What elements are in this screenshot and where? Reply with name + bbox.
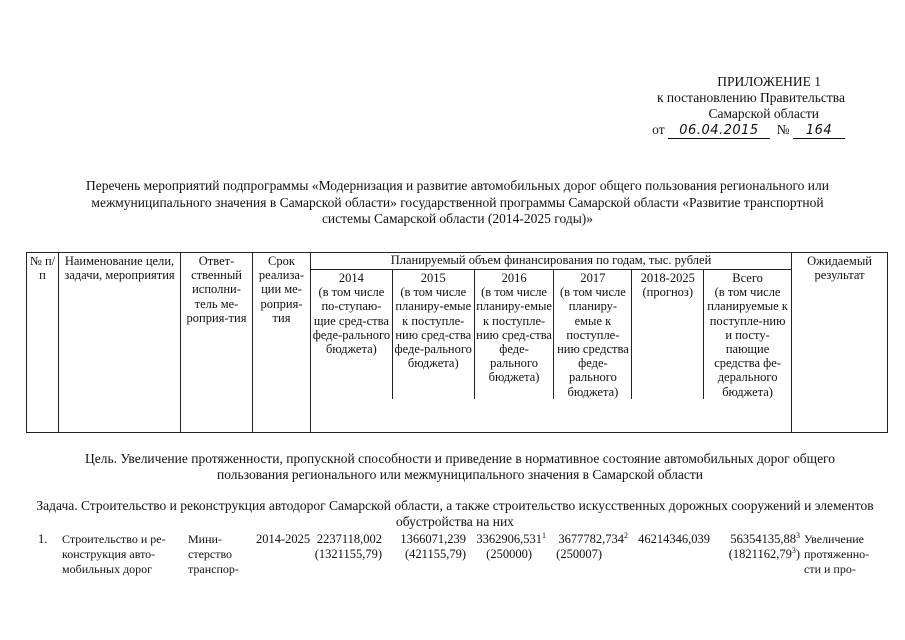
row-value-2014 xyxy=(312,532,382,562)
value-amount: 2237118,002 xyxy=(316,532,382,546)
value-federal: (1321155,79) xyxy=(314,547,382,561)
header-number: № п/п xyxy=(27,253,59,433)
footnote-mark: 2 xyxy=(624,530,628,540)
row-result: Увеличение протяженно-сти и про- xyxy=(804,532,870,576)
row-name: Строительство и ре-конструкция авто-мобильных дорог xyxy=(62,532,166,576)
value-federal: (1821162,79 xyxy=(728,547,792,561)
value-federal: (250007) xyxy=(556,547,602,561)
value-amount-line xyxy=(708,532,800,547)
header-executor: Ответ-ственный исполни-тель ме-роприя-тия xyxy=(181,253,253,433)
header-name: Наименование цели, задачи, мероприятия xyxy=(59,253,181,433)
appendix-line-3: Самарской области xyxy=(708,106,819,121)
year-note: (в том числе планиру-емые к поступле-нию средства феде-рального бюджета) xyxy=(557,285,629,399)
year-columns xyxy=(311,270,791,399)
appendix-date-line xyxy=(600,122,845,139)
header-result: Ожидаемый результат xyxy=(792,253,888,433)
year-note: (в том числе планиру-емые к поступле-нию сред-ства феде-рального бюджета) xyxy=(394,285,472,371)
value-federal: (250000) xyxy=(486,547,532,561)
year-note: (в том числе планируемые к поступле-нию и посту-пающие средства фе-дерального бюджета) xyxy=(707,285,788,399)
year-label: 2017 xyxy=(580,271,606,285)
footnote-mark: 3 xyxy=(791,545,796,555)
plan-table xyxy=(26,252,888,433)
handwritten-number: 164 xyxy=(793,124,845,139)
value-federal: (421155,79) xyxy=(405,547,466,561)
value-federal-line xyxy=(708,547,800,562)
handwritten-date: 06.04.2015 xyxy=(668,124,770,139)
row-value-2016 xyxy=(466,532,546,562)
row-value-total xyxy=(708,532,800,562)
year-2016-col xyxy=(475,270,555,399)
footnote-mark: 3 xyxy=(796,530,800,540)
year-total-col xyxy=(704,270,791,399)
header-term: Срок реализа-ции ме-роприя-тия xyxy=(253,253,311,433)
value-amount: 1366071,239 xyxy=(400,532,466,546)
row-executor: Мини-стерство транспор- xyxy=(188,532,239,576)
document-title: Перечень мероприятий подпрограммы «Модернизация и развитие автомобильных дорог общего пользования регионального или межмуниципального значения в Самарской области» государственной программы Самарской области «Развитие транспортной системы Самарской области (2014-2025 годы)» xyxy=(86,178,829,226)
number-label: № xyxy=(776,122,790,137)
header-finance xyxy=(311,253,792,433)
year-2015-col xyxy=(393,270,475,399)
year-2014-col xyxy=(311,270,393,399)
year-label: 2016 xyxy=(501,271,527,285)
value-federal-close: ) xyxy=(795,547,800,561)
year-label: 2015 xyxy=(420,271,446,285)
value-amount: 3362906,531 xyxy=(476,532,542,546)
footnote-mark: 1 xyxy=(542,530,546,540)
value-amount-line xyxy=(546,532,628,547)
year-label: 2014 xyxy=(338,271,364,285)
from-label: от xyxy=(652,122,665,137)
row-value-2017 xyxy=(546,532,628,562)
year-label: 2018-2025 xyxy=(640,271,695,285)
appendix-block xyxy=(600,74,845,139)
goal-text: Цель. Увеличение протяженности, пропускной способности и приведение в нормативное состояние автомобильных дорог общего пользования регионального или межмуниципального значения в Самарской области xyxy=(84,451,836,482)
value-amount: 56354135,88 xyxy=(730,532,796,546)
row-value-2015 xyxy=(384,532,466,562)
row-number: 1. xyxy=(38,532,48,546)
year-note: (в том числе по-ступаю-щие сред-ства феде-рального бюджета) xyxy=(312,285,391,357)
appendix-title: ПРИЛОЖЕНИЕ 1 xyxy=(717,74,821,89)
year-label: Всего xyxy=(732,271,763,285)
appendix-line-2: к постановлению Правительства xyxy=(656,90,845,105)
value-amount: 3677782,734 xyxy=(558,532,624,546)
year-2018-2025-col xyxy=(632,270,704,399)
year-2017-col xyxy=(554,270,632,399)
value-amount: 46214346,039 xyxy=(638,532,710,546)
row-term: 2014-2025 xyxy=(256,532,311,546)
finance-title: Планируемый объем финансирования по годам, тыс. рублей xyxy=(311,253,791,270)
year-note: (прогноз) xyxy=(642,285,694,300)
task-text: Задача. Строительство и реконструкция автодорог Самарской области, а также строительство искусственных дорожных сооружений и элементов обустройства на них xyxy=(36,498,874,529)
value-amount-line xyxy=(466,532,546,547)
year-note: (в том числе планиру-емые к поступле-нию сред-ства феде-рального бюджета) xyxy=(476,285,552,385)
row-value-2018-2025 xyxy=(626,532,710,547)
